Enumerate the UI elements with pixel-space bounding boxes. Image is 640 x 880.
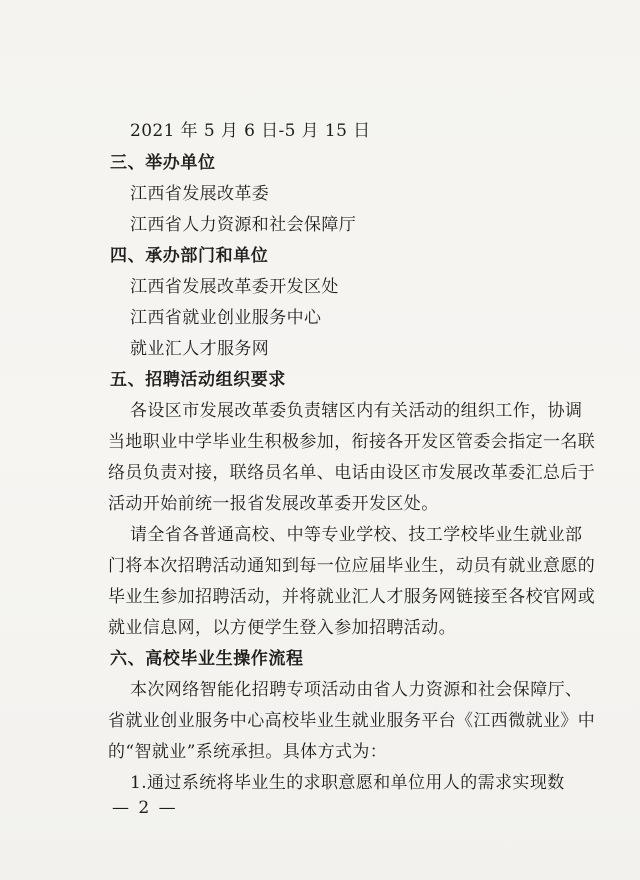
- requirements-paragraph-1-line-2: 当地职业中学毕业生积极参加，衔接各开发区管委会指定一名联: [108, 432, 596, 452]
- process-paragraph-line-4: 1.通过系统将毕业生的求职意愿和单位用人的需求实现数: [130, 773, 565, 793]
- organizer-line-1: 江西省发展改革委: [130, 184, 270, 204]
- undertaker-line-1: 江西省发展改革委开发区处: [130, 277, 339, 297]
- section-heading-requirements: 五、招聘活动组织要求: [110, 370, 286, 390]
- undertaker-line-2: 江西省就业创业服务中心: [130, 308, 322, 328]
- requirements-paragraph-1-line-4: 活动开始前统一报省发展改革委开发区处。: [108, 494, 439, 514]
- requirements-paragraph-1-line-3: 络员负责对接，联络员名单、电话由设区市发展改革委汇总后于: [108, 463, 596, 483]
- section-heading-undertakers: 四、承办部门和单位: [110, 246, 269, 266]
- section-heading-process: 六、高校毕业生操作流程: [110, 649, 304, 669]
- date-range-line: 2021 年 5 月 6 日-5 月 15 日: [130, 121, 371, 141]
- requirements-paragraph-1-line-1: 各设区市发展改革委负责辖区内有关活动的组织工作，协调: [130, 401, 583, 421]
- requirements-paragraph-2-line-3: 毕业生参加招聘活动，并将就业汇人才服务网链接至各校官网或: [108, 587, 596, 607]
- process-paragraph-line-2: 省就业创业服务中心高校毕业生就业服务平台《江西微就业》中: [108, 711, 596, 731]
- requirements-paragraph-2-line-2: 门将本次招聘活动通知到每一位应届毕业生，动员有就业意愿的: [108, 556, 596, 576]
- page-number: — 2 —: [112, 798, 178, 818]
- requirements-paragraph-2-line-1: 请全省各普通高校、中等专业学校、技工学校毕业生就业部: [130, 525, 583, 545]
- process-paragraph-line-3: 的“智就业”系统承担。具体方式为：: [108, 742, 388, 762]
- organizer-line-2: 江西省人力资源和社会保障厅: [130, 215, 357, 235]
- requirements-paragraph-2-line-4: 就业信息网，以方便学生登入参加招聘活动。: [108, 618, 456, 638]
- undertaker-line-3: 就业汇人才服务网: [130, 339, 270, 359]
- process-paragraph-line-1: 本次网络智能化招聘专项活动由省人力资源和社会保障厅、: [130, 680, 583, 700]
- section-heading-organizers: 三、举办单位: [110, 153, 216, 173]
